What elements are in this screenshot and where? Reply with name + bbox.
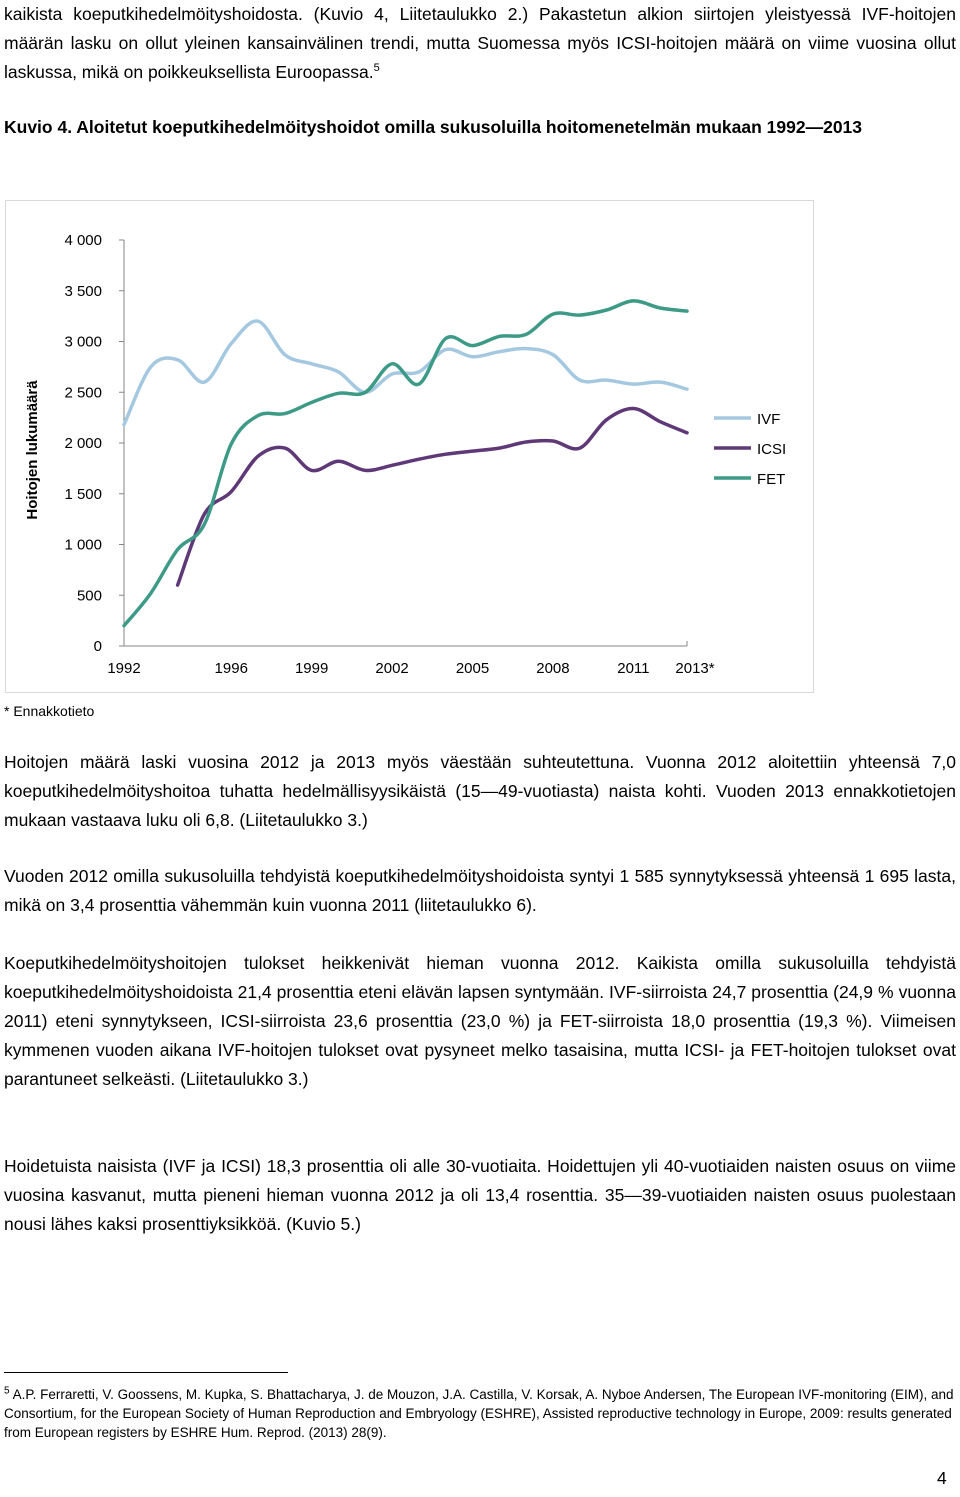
line-chart — [6, 201, 815, 694]
x-tick-label: 2002 — [375, 660, 409, 677]
y-tick-label: 3 500 — [64, 282, 102, 300]
chart-container — [5, 200, 814, 693]
body-paragraph-4: Hoidetuista naisista (IVF ja ICSI) 18,3 prosenttia oli alle 30-vuotiaita. Hoidettujen yli 40-vuotiaiden naisten osuus on viime vuosina kasvanut, mutta pieneni hieman vuonna 2012 ja oli 13,4 rosenttia. 35—39-vuotiaiden naisten osuus puolestaan nousi lähes kaksi prosenttiyksikköä. (Kuvio 5.) — [4, 1156, 956, 1234]
body-paragraph-2: Vuoden 2012 omilla sukusoluilla tehdyistä koeputkihedelmöityshoidoista syntyi 1 585 synnytyksessä yhteensä 1 695 lasta, mikä on 3,4 prosenttia vähemmän kuin vuonna 2011 (liitetaulukko 6). — [4, 866, 956, 915]
footnote-ref: 5 — [373, 62, 380, 75]
y-tick-label: 1 500 — [64, 485, 102, 503]
figure-note: * Ennakkotieto — [4, 703, 95, 719]
series-layer — [124, 301, 687, 626]
x-tick-label: 2008 — [536, 660, 570, 677]
legend-label-fet: FET — [757, 471, 786, 488]
legend-label-icsi: ICSI — [757, 441, 787, 458]
y-tick-label: 1 000 — [64, 536, 102, 554]
page-number: 4 — [937, 1468, 947, 1488]
y-tick-label: 2 500 — [64, 384, 102, 402]
x-tick-label: 1999 — [294, 660, 329, 677]
y-axis — [64, 232, 124, 655]
footnote-text: A.P. Ferraretti, V. Goossens, M. Kupka, S. Bhattacharya, J. de Mouzon, J.A. Castilla, V. Korsak, A. Nyboe Andersen, The European IVF-monitoring (EIM), and Consortium, for the European Society of Human Reproduction and Embryology (ESHRE), Assisted reproductive technology in Europe, 2009: results generated from European registers by ESHRE Hum. Reprod. (2013) 28(9). — [4, 1387, 954, 1440]
y-tick-label: 2 000 — [64, 435, 102, 452]
x-tick-label: 2013* — [675, 660, 715, 677]
y-tick-label: 500 — [76, 587, 102, 605]
intro-text: kaikista koeputkihedelmöityshoidosta. (Kuvio 4, Liitetaulukko 2.) Pakastetun alkion siirtojen yleistyessä IVF-hoitojen määrän lasku on ollut yleinen kansainvälinen trendi, mutta Suomessa myös ICSI-hoitojen määrä on viime vuosina ollut laskussa, mikä on poikkeuksellista Euroopassa. — [4, 4, 956, 82]
y-tick-label: 3 000 — [64, 333, 102, 351]
x-tick-label: 2005 — [455, 660, 490, 677]
y-tick-label: 0 — [93, 638, 102, 655]
x-tick-label: 1992 — [107, 660, 141, 677]
y-tick-label: 4 000 — [64, 232, 102, 249]
legend — [714, 411, 786, 488]
y-axis-title: Hoitojen lukumäärä — [24, 380, 41, 520]
footnote-number: 5 — [4, 1385, 10, 1397]
legend-label-ivf: IVF — [757, 411, 781, 428]
body-paragraph-1: Hoitojen määrä laski vuosina 2012 ja 2013 myös väestään suhteutettuna. Vuonna 2012 aloitettiin yhteensä 7,0 koeputkihedelmöityshoitoa tuhatta hedelmällisyysikäistä (15—49-vuotiasta) naista kohti. Vuoden 2013 ennakkotietojen mukaan vastaava luku oli 6,8. (Liitetaulukko 3.) — [4, 752, 956, 830]
body-paragraph-3: Koeputkihedelmöityshoitojen tulokset heikkenivät hieman vuonna 2012. Kaikista omilla sukusoluilla tehdyistä koeputkihedelmöityshoidoista 21,4 prosenttia eteni elävän lapsen syntymään. IVF-siirroista 24,7 prosenttia (24,9 % vuonna 2011) eteni synnytykseen, ICSI-siirroista 23,6 prosenttia (23,0 %) ja FET-siirroista 18,0 prosenttia (19,3 %). Viimeisen kymmenen vuoden aikana IVF-hoitojen tulokset ovat pysyneet melko tasaisina, mutta ICSI- ja FET-hoitojen tulokset ovat parantuneet selkeästi. (Liitetaulukko 3.) — [4, 953, 956, 1089]
intro-paragraph — [4, 0, 956, 87]
footnote-divider — [4, 1372, 288, 1373]
x-axis — [107, 641, 714, 677]
figure-caption: Kuvio 4. Aloitetut koeputkihedelmöityshoidot omilla sukusoluilla hoitomenetelmän mukaan 1992—2013 — [4, 117, 863, 137]
footnote — [4, 1385, 956, 1442]
x-tick-label: 1996 — [214, 660, 248, 677]
series-line-icsi — [178, 408, 687, 585]
x-tick-label: 2011 — [617, 660, 650, 677]
